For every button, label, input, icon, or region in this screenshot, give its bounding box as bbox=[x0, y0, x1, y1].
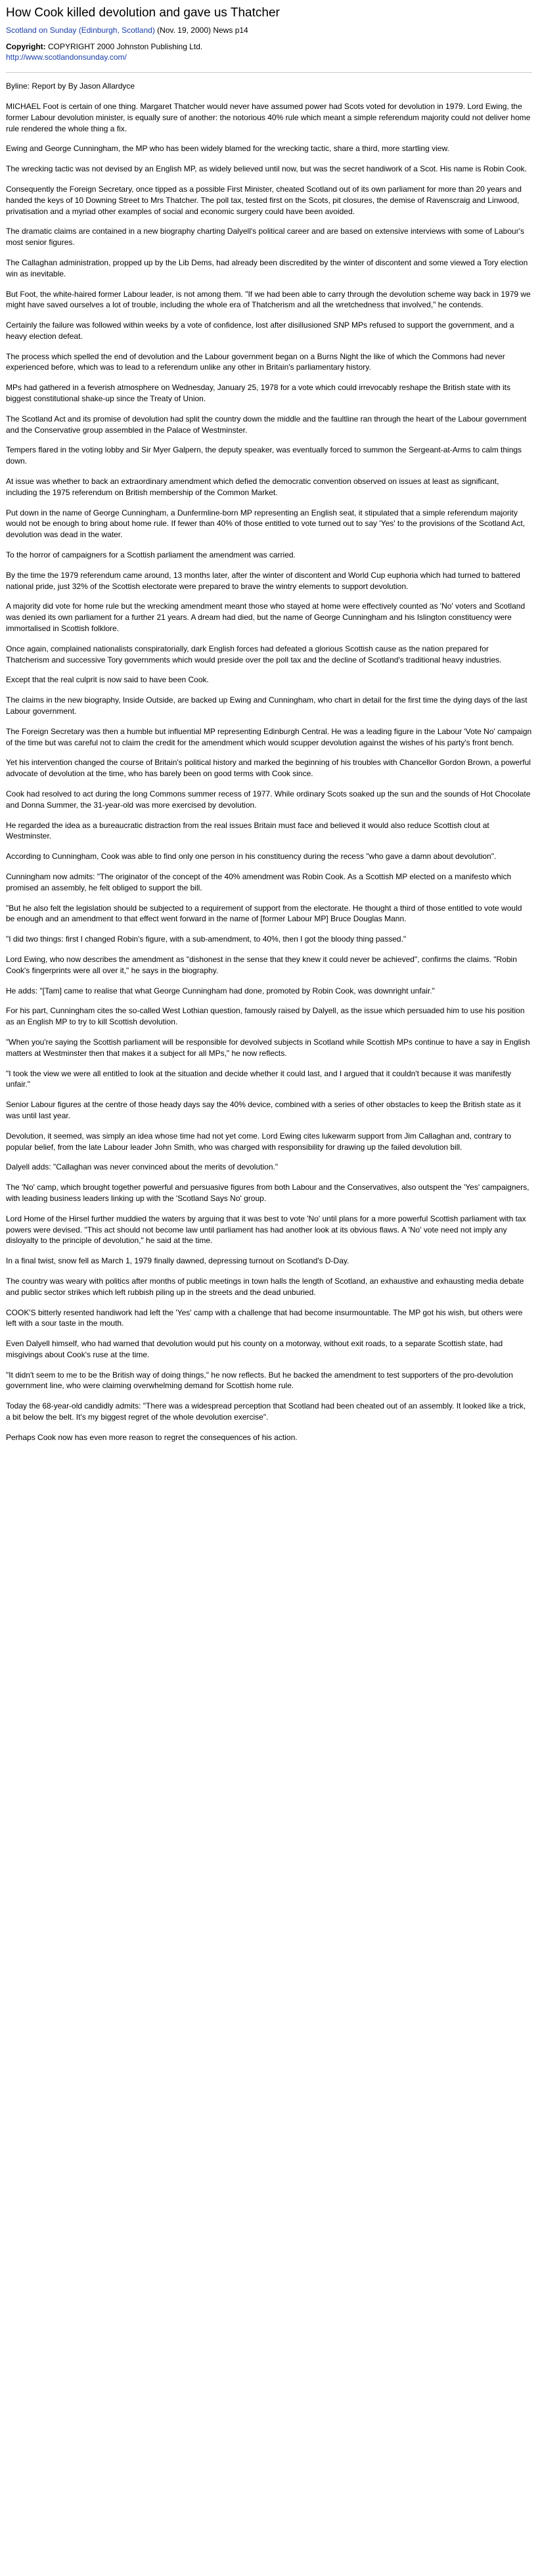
article-paragraph: Lord Home of the Hirsel further muddied the waters by arguing that it was best to vote 'No' until plans for a more powerful Scottish parliament with tax powers were devised. "This act should not become law until parliament has had another look at its obvious flaws. A 'No' vote need not imply any disloyalty to the principle of devolution," he said at the time. bbox=[6, 1213, 526, 1246]
article-paragraph: For his part, Cunningham cites the so-called West Lothian question, famously raised by Dalyell, as the issue which persuaded him to use his position as an English MP to try to kill Scottish devolution. bbox=[6, 1006, 525, 1027]
article-paragraph: The Foreign Secretary was then a humble but influential MP representing Edinburgh Central. He was a leading figure in the Labour 'Vote No' campaign of the time but was careful not to claim the credit for the amendment which would scupper devolution against the wishes of his party's front bench. bbox=[6, 726, 532, 747]
article-paragraph: The process which spelled the end of devolution and the Labour government began on a Burns Night the like of which the Commons had never experienced before, which was to lead to a referendum unlike any other in Britain's parliamentary history. bbox=[6, 351, 505, 372]
article-paragraph: MICHAEL Foot is certain of one thing. Margaret Thatcher would never have assumed power had Scots voted for devolution in 1979. Lord Ewing, the former Labour devolution minister, is equally sure of another: the notorious 40% rule which meant a simple referendum majority could not deliver home rule rendered the whole thing a fix. bbox=[6, 101, 531, 133]
article-paragraph: He regarded the idea as a bureaucratic distraction from the real issues Britain must face and believed it would also reduce Scottish clout at Westminster. bbox=[6, 820, 489, 841]
copyright-text: COPYRIGHT 2000 Johnston Publishing Ltd. bbox=[48, 41, 203, 51]
article-paragraph: Cook had resolved to act during the long Commons summer recess of 1977. While ordinary Scots soaked up the sun and the sounds of Hot Chocolate and Donna Summer, the 31-year-old was more exercised by devolution. bbox=[6, 789, 531, 810]
source-link[interactable]: Scotland on Sunday (Edinburgh, Scotland) bbox=[6, 25, 155, 35]
article-paragraph: He adds: "[Tam] came to realise that what George Cunningham had done, promoted by Robin Cook, was downright unfair." bbox=[6, 986, 435, 995]
article-paragraph: According to Cunningham, Cook was able to find only one person in his constituency during the recess "who gave a damn about devolution". bbox=[6, 852, 497, 862]
article-paragraph: "I did two things: first I changed Robin's figure, with a sub-amendment, to 40%, then I got the bloody thing passed." bbox=[6, 934, 407, 944]
article-paragraph: MPs had gathered in a feverish atmosphere on Wednesday, January 25, 1978 for a vote which could irrevocably reshape the British state with its biggest constitutional shake-up since the Treaty of Union. bbox=[6, 383, 510, 404]
byline: Byline: Report by By Jason Allardyce bbox=[6, 81, 135, 91]
article-paragraph: Dalyell adds: "Callaghan was never convinced about the merits of devolution." bbox=[6, 1162, 279, 1172]
article-paragraph: Certainly the failure was followed within weeks by a vote of confidence, lost after disillusioned SNP MPs refused to support the government, and a heavy election defeat. bbox=[6, 320, 514, 341]
article-page-number: p14 bbox=[235, 25, 248, 35]
article-paragraph: Consequently the Foreign Secretary, once tipped as a possible First Minister, cheated Scotland out of its own parliament for more than 20 years and handed the keys of 10 Downing Street to Mrs Thatcher. The poll tax, tested first on the Scots, pit closures, the demise of Ravenscraig and Linwood, privatisation and a myriad other examples of social and economic surgery could have been avoided. bbox=[6, 184, 522, 216]
publisher-url-link[interactable]: http://www.scotlandonsunday.com/ bbox=[6, 53, 127, 62]
article-paragraph: To the horror of campaigners for a Scottish parliament the amendment was carried. bbox=[6, 550, 296, 560]
article-paragraph: Perhaps Cook now has even more reason to regret the consequences of his action. bbox=[6, 1432, 298, 1442]
article-paragraph: The wrecking tactic was not devised by an English MP, as widely believed until now, but was the secret handiwork of a Scot. His name is Robin Cook. bbox=[6, 164, 527, 174]
article-paragraph: The country was weary with politics after months of public meetings in town halls the length of Scotland, an exhaustive and exhausting media debate and public sector strikes which left rubbish piling up in the streets and the dead unburied. bbox=[6, 1276, 524, 1297]
article-title: How Cook killed devolution and gave us Thatcher bbox=[6, 6, 280, 20]
article-date: (Nov. 19, 2000) bbox=[157, 25, 211, 35]
article-paragraph: Yet his intervention changed the course of Britain's political history and marked the beginning of his troubles with Chancellor Gordon Brown, a powerful advocate of devolution at the time, who has barely been on good terms with Cook since. bbox=[6, 758, 531, 779]
article-paragraph: The 'No' camp, which brought together powerful and persuasive figures from both Labour and the Conservatives, also outspent the 'Yes' campaigners, with leading business leaders linking up with the 'Scotland Says No' group. bbox=[6, 1183, 529, 1203]
article-paragraph: Except that the real culprit is now said to have been Cook. bbox=[6, 675, 209, 685]
article-paragraph: The Callaghan administration, propped up by the Lib Dems, had already been discredited by the winter of discontent and some viewed a Tory election win as inevitable. bbox=[6, 257, 528, 278]
article-paragraph: Devolution, it seemed, was simply an idea whose time had not yet come. Lord Ewing cites lukewarm support from Jim Callaghan and, contrary to popular belief, from the late Labour leader John Smith, who was charged with responsibility for drawing up the failed devolution bill. bbox=[6, 1131, 512, 1152]
article-paragraph: Put down in the name of George Cunningham, a Dunfermline-born MP representing an English seat, it stipulated that a simple referendum majority would not be enough to bring about home rule. If fewer than 40% of those entitled to vote turned out to say 'Yes' to the provisions of the Scotland Act, devolution was dead in the water. bbox=[6, 508, 525, 540]
article-paragraph: Tempers flared in the voting lobby and Sir Myer Galpern, the deputy speaker, was eventually forced to summon the Sergeant-at-Arms to calm things down. bbox=[6, 445, 522, 466]
article-paragraph: "But he also felt the legislation should be subjected to a requirement of support from the electorate. He thought a third of those entitled to vote would be enough and an amendment to that effect went forward in the name of [former Labour MP] Bruce Douglas Mann. bbox=[6, 903, 522, 924]
copyright-label: Copyright: bbox=[6, 41, 46, 51]
article-paragraph: "When you're saying the Scottish parliament will be responsible for devolved subjects in Scotland while Scottish MPs continue to have a say in English matters at Westminster then that makes it a subject for all MPs," he now reflects. bbox=[6, 1037, 530, 1058]
article-paragraph: The claims in the new biography, Inside Outside, are backed up Ewing and Cunningham, who chart in detail for the first time the dying days of the last Labour government. bbox=[6, 695, 528, 716]
article-paragraph: By the time the 1979 referendum came around, 13 months later, after the winter of discontent and World Cup euphoria which had turned to battered national pride, just 32% of the Scottish electorate were prepared to brave the wintry elements to support devolution. bbox=[6, 570, 520, 591]
article-paragraph: Cunningham now admits: "The originator of the concept of the 40% amendment was Robin Cook. As a Scottish MP elected on a manifesto which promised an assembly, he felt obliged to support the bill. bbox=[6, 871, 512, 892]
article-paragraph: The Scotland Act and its promise of devolution had split the country down the middle and the faultline ran through the heart of the Labour government and the Conservative group assembled in the Palace of Westminster. bbox=[6, 414, 527, 435]
article-body bbox=[6, 81, 532, 1443]
article-paragraph: Once again, complained nationalists conspiratorially, dark English forces had defeated a glorious Scottish cause as the nation prepared for Thatcherism and successive Tory governments which would preside over the poll tax and the decline of Scotland's traditional heavy industries. bbox=[6, 644, 502, 665]
article-paragraph: Senior Labour figures at the centre of those heady days say the 40% device, combined with a series of other obstacles to keep the British state as it was until last year. bbox=[6, 1100, 521, 1120]
article-paragraph: In a final twist, snow fell as March 1, 1979 finally dawned, depressing turnout on Scotland's D-Day. bbox=[6, 1256, 349, 1266]
article-paragraph: But Foot, the white-haired former Labour leader, is not among them. "If we had been able to carry through the devolution scheme way back in 1979 we might have saved ourselves a lot of trouble, including the whole era of Thatcherism and all the wretchedness that involved," he contends. bbox=[6, 289, 531, 310]
article-paragraph: Lord Ewing, who now describes the amendment as "dishonest in the sense that they knew it could never be achieved", confirms the claims. "Robin Cook's fingerprints were all over it," he says in the biography. bbox=[6, 954, 517, 975]
article-paragraph: Ewing and George Cunningham, the MP who has been widely blamed for the wrecking tactic, share a third, more startling view. bbox=[6, 144, 449, 154]
article-paragraph: At issue was whether to back an extraordinary amendment which defied the democratic convention observed on issues at least as significant, including the 1975 referendum on British membership of the Common Market. bbox=[6, 477, 499, 497]
article-paragraph: The dramatic claims are contained in a new biography charting Dalyell's political career and are based on extensive interviews with some of Labour's most senior figures. bbox=[6, 227, 524, 248]
article-paragraph: "It didn't seem to me to be the British way of doing things," he now reflects. But he backed the amendment to test supporters of the pro-devolution government line, who were claiming overwhelming demand for Scottish home rule. bbox=[6, 1370, 513, 1391]
article-section: News bbox=[213, 25, 233, 35]
article-paragraph: Today the 68-year-old candidly admits: "There was a widespread perception that Scotland had been cheated out of an assembly. It looked like a trick, a bit below the belt. It's my biggest regret of the whole devolution exercise". bbox=[6, 1401, 526, 1422]
article-paragraph: COOK'S bitterly resented handiwork had left the 'Yes' camp with a challenge that had become insurmountable. The MP got his wish, but others were left with a sour taste in the mouth. bbox=[6, 1307, 523, 1328]
article-paragraph: "I took the view we were all entitled to look at the situation and decide whether it could last, and I argued that it couldn't because it was manifestly unfair." bbox=[6, 1068, 511, 1089]
copyright-line bbox=[6, 41, 532, 53]
article-meta bbox=[6, 25, 532, 36]
article-paragraph: A majority did vote for home rule but the wrecking amendment meant those who stayed at home were effectively counted as 'No' voters and Scotland was denied its own parliament for a further 21 years. A dream had died, but the name of George Cunningham and his Islington constituency were immortalised in Scottish folklore. bbox=[6, 601, 526, 634]
article-paragraph: Even Dalyell himself, who had warned that devolution would put his county on a motorway, without exit roads, to a separate Scottish state, had misgivings about Cook's ruse at the time. bbox=[6, 1339, 503, 1359]
divider bbox=[6, 72, 532, 73]
